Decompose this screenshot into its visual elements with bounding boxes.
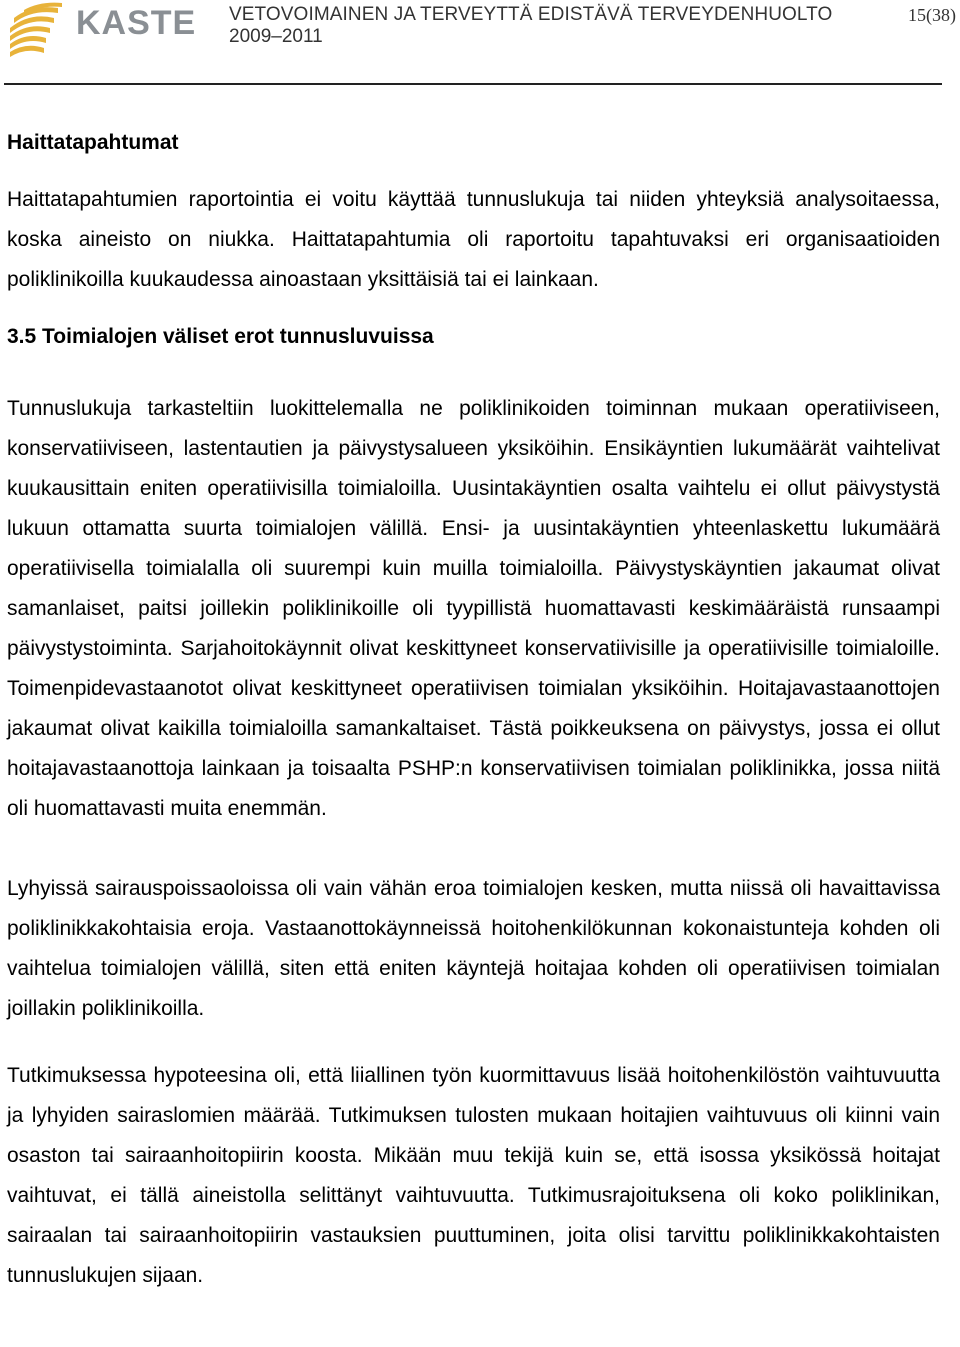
- section-paragraph-2: Lyhyissä sairauspoissaoloissa oli vain vähän eroa toimialojen kesken, mutta niissä oli havaittavissa poliklinikkakohtaisia eroja. Vastaanottokäynneissä hoitohenkilökunnan kokonaistunteja kohden oli vaihtelua toimialojen välillä, siten että eniten käyntejä hoitajaa kohden oli operatiivisen toimialan joillakin poliklinikoilla.: [7, 877, 940, 1020]
- section-paragraph-1: Tunnuslukuja tarkasteltiin luokittelemalla ne poliklinikoiden toiminnan mukaan operatiiviseen, konservatiiviseen, lastentautien ja päivystysalueen yksiköihin. Ensikäyntien lukumäärät vaihtelivat kuukausittain eniten operatiivisilla toimialoilla. Uusintakäyntien osalta vaihtelu ei ollut päivystystä lukuun ottamatta suurta toimialojen välillä. Ensi- ja uusintakäyntien yhteenlaskettu lukumäärä operatiivisella toimialalla oli suurempi kuin muilla toimialoilla. Päivystyskäyntien jakaumat olivat samanlaiset, paitsi joillekin poliklinikoille oli tyypillistä huomattavasti keskimääräistä runsaampi päivystystoiminta. Sarjahoitokäynnit olivat keskittyneet konservatiivisille ja operatiivisille toimialoille. Toimenpidevastaanotot olivat keskittyneet operatiivisen toimialan yksiköihin. Hoitajavastaanottojen jakaumat olivat kaikilla toimialoilla samankaltaiset. Tästä poikkeuksena on päivystys, jossa ei ollut hoitajavastaanottoja lainkaan ja toisaalta PSHP:n konservatiivisen toimialan poliklinikka, jossa niitä oli huomattavasti muita enemmän.: [7, 397, 940, 820]
- document-body: [7, 128, 940, 1296]
- page-header: [0, 0, 960, 90]
- logo-sun-icon: [10, 3, 62, 57]
- haittatapahtumat-paragraph: Haittatapahtumien raportointia ei voitu käyttää tunnuslukuja tai niiden yhteyksiä analysoitaessa, koska aineisto on niukka. Haittatapahtumia oli raportoitu tapahtuvaksi eri organisaatioiden poliklinikoilla kuukaudessa ainoastaan yksittäisiä tai ei lainkaan.: [7, 188, 940, 291]
- section-3-5-heading: 3.5 Toimialojen väliset erot tunnusluvuissa: [7, 325, 434, 348]
- kaste-logo: [6, 2, 206, 58]
- header-divider: [4, 83, 942, 85]
- haittatapahtumat-heading: Haittatapahtumat: [7, 131, 179, 154]
- header-title: VETOVOIMAINEN JA TERVEYTTÄ EDISTÄVÄ TERVEYDENHUOLTO: [229, 4, 833, 25]
- section-paragraph-3: Tutkimuksessa hypoteesina oli, että liiallinen työn kuormittavuus lisää hoitohenkilöstön vaihtuvuutta ja lyhyiden sairaslomien määrää. Tutkimuksen tulosten mukaan hoitajien vaihtuvuus oli kiinni vain osaston tai sairaanhoitopiirin koosta. Mikään muu tekijä kuin se, että isossa yksikössä hoitajat vaihtuvat, ei tällä aineistolla selittänyt vaihtuvuutta. Tutkimusrajoituksena oli koko poliklinikan, sairaalan tai sairaanhoitopiirin vastauksien puuttuminen, joita olisi tarvittu poliklinikkakohtaisten tunnuslukujen sijaan.: [7, 1064, 940, 1287]
- page-number: 15(38): [908, 5, 956, 25]
- logo-wordmark: KASTE: [76, 4, 197, 42]
- header-years: 2009–2011: [229, 26, 323, 47]
